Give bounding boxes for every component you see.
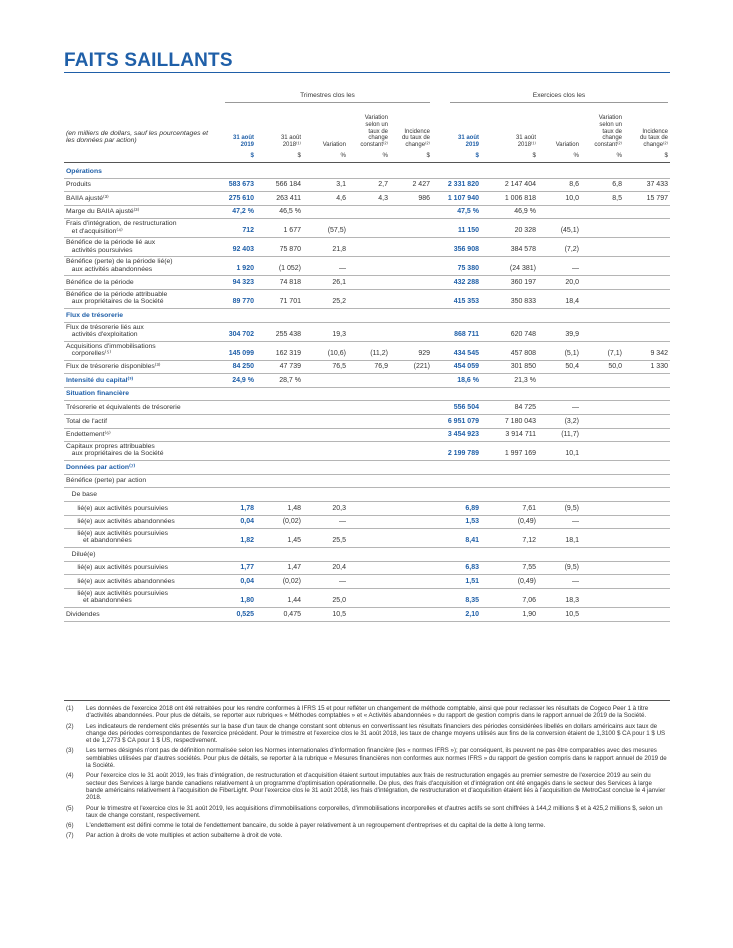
row-label: lié(e) aux activités poursuivies et abandonnées [77, 590, 168, 605]
table-row [64, 237, 670, 256]
cell-q-var: (10,6) [327, 349, 346, 357]
row-label: lié(e) aux activités poursuivies [66, 504, 168, 512]
section-row [64, 308, 670, 322]
column-header-line: 31 août [280, 135, 301, 142]
unit-y-cur: $ [475, 152, 479, 159]
cell-y-prev: 384 578 [510, 246, 536, 254]
column-header-line: change [368, 135, 388, 142]
table-row [64, 574, 670, 588]
table-row [64, 341, 670, 360]
footnote-text: Les indicateurs de rendement clés présentés sur la base d'un taux de change constant sont obtenus en convertissant les résultats financiers des périodes considérées libellés en dollars américains aux taux de change des périodes correspondantes de l'exercice précédent. Pour le trimestre et l'exercice clos le 31 août 2018, les taux de change moyens utilisés aux fins de la conversion étaient de 1,3100 $ CA pour 1 $ US et de 1,2773 $ CA pour 1 $ US, respectivement. [86, 722, 666, 745]
table-row [64, 275, 670, 289]
cell-y-cur: 1 107 940 [447, 194, 479, 202]
cell-y-var: — [572, 577, 579, 585]
footnote [64, 772, 670, 801]
cell-y-var: 20,0 [565, 278, 579, 286]
column-header-line: change⁽²⁾ [643, 142, 668, 149]
cell-y-cur: 6,83 [465, 564, 479, 572]
footnote [64, 822, 670, 829]
cell-q-prev: 1,45 [287, 537, 301, 545]
title-rule [64, 72, 670, 73]
table-row [64, 474, 670, 488]
cell-q-prev: 1,47 [287, 564, 301, 572]
cell-q-varcc: (11,2) [370, 349, 388, 357]
cell-y-fx: 9 342 [650, 349, 668, 357]
row-label: Dividendes [66, 610, 100, 618]
table-row [64, 547, 670, 561]
cell-q-var: 4,6 [336, 194, 346, 202]
cell-y-var: 18,4 [565, 298, 579, 305]
cell-q-varcc: 76,9 [374, 363, 388, 371]
cell-y-cur: 1,51 [465, 577, 479, 585]
cell-q-fx: 986 [418, 194, 430, 202]
row-label: Situation financière [66, 390, 130, 398]
cell-q-cur: 583 673 [228, 181, 254, 189]
cell-y-cur: 8,35 [465, 597, 479, 604]
cell-y-cur: 868 711 [454, 330, 479, 338]
column-header-y-cur [419, 135, 479, 149]
column-header-line: 31 août [515, 135, 536, 142]
cell-y-cur: 18,6 % [457, 376, 479, 384]
cell-y-cur: 356 908 [453, 246, 479, 254]
row-label: Bénéfice de la période attribuable aux propriétaires de la Société [66, 291, 168, 306]
cell-q-cur: 47,2 % [232, 208, 254, 216]
footnote-number: (3) [66, 747, 74, 755]
column-header-line: taux de [602, 128, 622, 135]
footnote-number: (5) [66, 804, 74, 812]
cell-y-var: 8,6 [569, 181, 579, 189]
table-row [64, 360, 670, 374]
cell-q-prev: 1 677 [283, 227, 301, 235]
unit-q-prev: $ [297, 152, 301, 159]
cell-q-cur: 1 920 [236, 265, 254, 273]
cell-q-fx: 2 427 [412, 181, 430, 189]
cell-q-cur: 89 770 [232, 298, 254, 305]
cell-q-var: — [339, 577, 346, 585]
table-row [64, 191, 670, 205]
cell-y-prev: (24 381) [509, 265, 536, 273]
cell-y-fx: 15 797 [646, 194, 668, 202]
cell-y-var: (9,5) [564, 564, 579, 572]
cell-q-var: 20,3 [332, 504, 346, 512]
cell-q-var: 26,1 [332, 278, 346, 286]
cell-y-varcc: 50,0 [608, 363, 622, 371]
table-row [64, 178, 670, 192]
column-header-line: Variation [598, 115, 622, 121]
cell-y-prev: 1 997 169 [504, 450, 536, 458]
cell-q-fx: 929 [418, 349, 430, 357]
footnote-text: Par action à droits de vote multiples et action subalterne à droit de vote. [86, 832, 283, 840]
cell-y-var: 10,1 [565, 450, 579, 458]
row-label: Flux de trésorerie [66, 311, 124, 319]
cell-q-var: 10,5 [332, 610, 346, 618]
row-rule [64, 621, 670, 622]
cell-y-prev: (0,49) [517, 577, 536, 585]
cell-y-varcc: 8,5 [612, 194, 622, 202]
cell-y-var: 10,0 [565, 194, 579, 202]
footnote-text: Les données de l'exercice 2018 ont été retraitées pour les rendre conformes à IFRS 15 et pour refléter un changement de méthode comptable, ainsi que pour reclasser les résultats de Cogeco Peer 1 à titre d'activités abandonnées. Pour plus de détails, se reporter aux rubriques « Méthodes comptables » et « Activités abandonnées » du rapport de gestion compris dans le rapport annuel de 2019 de la Société. [86, 705, 649, 720]
cell-q-prev: 71 701 [279, 298, 301, 305]
row-label: Bénéfice (perte) de la période lié(e) aux activités abandonnées [66, 258, 173, 273]
table-row [64, 414, 670, 428]
column-header-line: 2018⁽¹⁾ [517, 142, 536, 149]
cell-y-var: — [572, 265, 579, 273]
footnote [64, 832, 670, 839]
row-label: De base [66, 490, 97, 498]
row-label: Bénéfice (perte) par action [66, 477, 147, 485]
cell-q-cur: 1,77 [240, 564, 254, 572]
table-row [64, 289, 670, 308]
unit-q-fx: $ [426, 152, 430, 159]
row-label: Trésorerie et équivalents de trésorerie [66, 403, 181, 411]
cell-y-prev: 46,9 % [514, 208, 536, 216]
page-title: FAITS SAILLANTS [64, 50, 233, 71]
footnote-text: Les termes désignés n'ont pas de définition normalisée selon les Normes internationales d'information financière (les « normes IFRS »); par conséquent, ils peuvent ne pas être comparables avec des mesures semblables utilisées par d'autres sociétés. Pour plus de détails, se reporter à la rubrique « Mesures financières non conformes aux normes IFRS » du rapport de gestion compris dans le rapport annuel de 2019 de la Société. [86, 747, 667, 770]
footnote [64, 805, 670, 820]
unit-q-var: % [340, 152, 346, 159]
cell-y-varcc: (7,1) [607, 349, 622, 357]
cell-q-cur: 0,04 [240, 577, 254, 585]
quarter-group-header: Trimestres clos les [300, 92, 355, 99]
unit-y-varcc: % [616, 152, 622, 159]
row-label: Flux de trésorerie liés aux activités d'exploitation [66, 323, 144, 338]
column-header-line: du taux de [401, 135, 430, 142]
cell-y-varcc: 6,8 [612, 181, 622, 189]
row-label: Opérations [66, 167, 102, 175]
cell-y-var: (7,2) [564, 246, 579, 254]
cell-q-varcc: 2,7 [378, 181, 388, 189]
column-header-line: 2019 [465, 142, 479, 149]
cell-y-var: — [572, 403, 579, 411]
cell-q-prev: 74 818 [279, 278, 301, 286]
header-rule [64, 162, 670, 163]
row-label: Marge du BAIIA ajusté⁽³⁾ [66, 208, 140, 216]
cell-y-cur: 8,41 [465, 537, 479, 545]
cell-y-prev: 3 914 711 [505, 431, 536, 439]
stub-header: (en milliers de dollars, sauf les pourcentages et les données par action) [66, 130, 209, 144]
table-row [64, 487, 670, 501]
cell-q-var: 19,3 [332, 330, 346, 338]
footnote-number: (1) [66, 705, 74, 712]
cell-q-cur: 92 403 [232, 246, 254, 254]
quarter-group-rule [225, 102, 430, 103]
row-label: BAIIA ajusté⁽³⁾ [66, 194, 109, 202]
footnote-text: Pour l'exercice clos le 31 août 2019, les frais d'intégration, de restructuration et d'acquisition étaient surtout imputables aux frais de restructuration engagés au premier semestre de l'exercice 2019 au sein du secteur des Services à large bande canadiens relativement à un programme d'optimisation opérationnelle. De plus, des frais d'acquisition et d'intégration ont été engagés dans le secteur des Services à large bande américains relativement à l'acquisition de FiberLight. Pour l'exercice clos le 31 août 2018, les frais d'intégration, de restructuration et d'acquisition étaient liés à l'acquisition de MetroCast conclue le 4 janvier 2018. [86, 772, 666, 802]
column-header-line: selon un [599, 121, 622, 128]
table-row [64, 256, 670, 275]
footnote-number: (7) [66, 832, 74, 840]
cell-y-prev: 457 808 [510, 349, 536, 357]
cell-y-prev: 1,90 [522, 610, 536, 618]
table-row [64, 400, 670, 414]
cell-q-cur: 1,80 [240, 597, 254, 604]
cell-q-cur: 1,82 [240, 537, 254, 545]
cell-q-prev: 162 319 [275, 349, 301, 357]
table-row [64, 528, 670, 547]
cell-q-prev: (1 052) [278, 265, 301, 273]
unit-q-varcc: % [382, 152, 388, 159]
year-group-header: Exercices clos les [532, 92, 586, 99]
column-header-line: Variation [322, 142, 346, 149]
cell-y-prev: 21,3 % [514, 376, 536, 384]
cell-y-var: (5,1) [564, 349, 579, 357]
column-header-line: change⁽²⁾ [405, 142, 430, 149]
cell-y-cur: 556 504 [453, 403, 479, 411]
column-header-line: Incidence [642, 128, 668, 135]
column-header-line: Variation [555, 142, 579, 149]
footnote [64, 723, 670, 745]
cell-y-prev: 7,61 [522, 504, 536, 512]
footnote [64, 705, 670, 720]
row-label: Bénéfice de la période [66, 278, 134, 286]
cell-y-cur: 2 331 820 [447, 181, 479, 189]
cell-q-cur: 145 099 [228, 349, 254, 357]
cell-q-prev: 1,44 [287, 597, 301, 604]
cell-y-prev: 1 006 818 [504, 194, 536, 202]
cell-y-prev: 360 197 [510, 278, 536, 286]
section-row [64, 164, 670, 178]
row-label: lié(e) aux activités poursuivies [66, 564, 168, 572]
cell-q-var: 25,0 [332, 597, 346, 604]
row-label: lié(e) aux activités abandonnées [66, 518, 175, 526]
cell-y-var: — [572, 518, 579, 526]
column-header-line: du taux de [639, 135, 668, 142]
row-label: Bénéfice de la période lié aux activités poursuivies [66, 239, 156, 254]
column-header-line: change [602, 135, 622, 142]
section-row [64, 373, 670, 387]
column-header-line: 31 août [457, 135, 479, 142]
row-label: lié(e) aux activités abandonnées [66, 577, 175, 585]
cell-y-cur: 2 199 789 [447, 450, 479, 458]
cell-y-var: 18,1 [565, 537, 579, 545]
cell-y-prev: 84 725 [514, 403, 536, 411]
cell-y-prev: 301 850 [510, 363, 536, 371]
cell-y-cur: 6,89 [465, 504, 479, 512]
unit-y-var: % [573, 152, 579, 159]
cell-q-prev: 1,48 [287, 504, 301, 512]
cell-q-cur: 94 323 [232, 278, 254, 286]
cell-y-prev: 2 147 404 [504, 181, 536, 189]
cell-q-varcc: 4,3 [378, 194, 388, 202]
cell-q-var: — [339, 518, 346, 526]
row-label: Frais d'intégration, de restructuration et d'acquisition⁽⁴⁾ [66, 220, 177, 235]
unit-q-cur: $ [250, 152, 254, 159]
cell-q-cur: 275 610 [228, 194, 254, 202]
row-label: Capitaux propres attribuables aux propriétaires de la Société [66, 443, 164, 458]
cell-y-prev: 7 180 043 [504, 417, 536, 425]
cell-y-var: 10,5 [565, 610, 579, 618]
section-row [64, 460, 670, 474]
cell-q-prev: 46,5 % [279, 208, 301, 216]
table-row [64, 428, 670, 442]
cell-y-prev: 7,06 [522, 597, 536, 604]
cell-y-cur: 434 545 [453, 349, 479, 357]
cell-q-var: 25,2 [332, 298, 346, 305]
cell-y-cur: 432 288 [453, 278, 479, 286]
column-header-line: Variation [364, 115, 388, 121]
table-row [64, 441, 670, 460]
table-row [64, 607, 670, 621]
cell-q-prev: 263 411 [276, 194, 301, 202]
table-row [64, 501, 670, 515]
cell-y-cur: 2,10 [465, 610, 479, 618]
column-header-line: constant⁽²⁾ [594, 142, 622, 149]
row-label: Total de l'actif [66, 417, 107, 425]
table-row [64, 205, 670, 219]
cell-y-var: 18,3 [565, 597, 579, 604]
row-label: Dilué(e) [66, 550, 96, 558]
cell-y-var: 39,9 [565, 330, 579, 338]
row-label: Intensité du capital⁽³⁾ [66, 376, 134, 384]
cell-y-prev: 620 748 [510, 330, 536, 338]
footnote-text: L'endettement est défini comme le total de l'endettement bancaire, du solde à payer relativement à un regroupement d'entreprises et du capital de la dette à long terme. [86, 822, 546, 830]
cell-y-cur: 47,5 % [457, 208, 479, 216]
cell-q-cur: 0,04 [240, 518, 254, 526]
cell-q-cur: 0,525 [236, 610, 254, 618]
unit-y-fx: $ [664, 152, 668, 159]
cell-y-var: (3,2) [564, 417, 579, 425]
row-label: Endettement⁽⁶⁾ [66, 431, 111, 439]
cell-y-fx: 1 330 [650, 363, 668, 371]
cell-y-var: 50,4 [565, 363, 579, 371]
cell-q-prev: 28,7 % [279, 376, 301, 384]
column-header-y-fx [608, 129, 668, 149]
row-label: Flux de trésorerie disponibles⁽³⁾ [66, 363, 161, 371]
table-row [64, 322, 670, 341]
footnote-number: (2) [66, 722, 74, 730]
cell-y-var: (45,1) [560, 227, 579, 235]
cell-y-cur: 1,53 [465, 518, 479, 526]
cell-y-prev: 7,12 [522, 537, 536, 545]
table-row [64, 561, 670, 575]
cell-q-cur: 84 250 [232, 363, 254, 371]
cell-q-prev: (0,02) [282, 518, 301, 526]
row-label: Acquisitions d'immobilisations corporelles⁽⁵⁾ [66, 342, 156, 357]
cell-y-cur: 3 454 923 [447, 431, 479, 439]
cell-q-cur: 1,78 [240, 504, 254, 512]
footnote-number: (6) [66, 822, 74, 830]
cell-y-prev: 20 328 [514, 227, 536, 235]
column-header-line: 2019 [240, 142, 254, 149]
cell-q-var: 20,4 [332, 564, 346, 572]
cell-y-cur: 75 380 [457, 265, 479, 273]
cell-q-prev: 255 438 [275, 330, 301, 338]
row-label: Produits [66, 181, 91, 189]
cell-y-cur: 415 353 [453, 298, 479, 305]
column-header-line: 31 août [232, 135, 254, 142]
cell-q-var: (57,5) [327, 227, 346, 235]
column-header-line: selon un [365, 121, 388, 128]
footnote-number: (4) [66, 772, 74, 780]
cell-q-prev: 75 870 [279, 246, 301, 254]
cell-q-prev: 566 184 [275, 181, 301, 189]
footnote-text: Pour le trimestre et l'exercice clos le 31 août 2019, les acquisitions d'immobilisations corporelles, d'immobilisations incorporelles et d'autres actifs se sont chiffrées à 144,2 millions $ et à 425,2 millions $, selon un taux de change constant, respectivement. [86, 804, 663, 819]
cell-q-var: 25,5 [332, 537, 346, 545]
column-header-line: Incidence [404, 128, 430, 135]
cell-q-var: 3,1 [336, 181, 346, 189]
table-row [64, 588, 670, 607]
table-row [64, 515, 670, 529]
table-row [64, 218, 670, 237]
row-label: lié(e) aux activités poursuivies et abandonnées [77, 530, 168, 545]
cell-q-var: — [339, 265, 346, 273]
cell-y-cur: 454 059 [453, 363, 479, 371]
year-group-rule [450, 102, 668, 103]
cell-y-cur: 6 951 079 [447, 417, 479, 425]
cell-y-prev: 7,55 [522, 564, 536, 572]
cell-q-cur: 304 702 [228, 330, 254, 338]
cell-q-cur: 24,9 % [232, 376, 254, 384]
cell-y-cur: 11 150 [457, 227, 479, 235]
column-header-line: constant⁽²⁾ [360, 142, 388, 149]
column-header-line: 2018⁽¹⁾ [282, 142, 301, 149]
cell-q-prev: (0,02) [282, 577, 301, 585]
footnote [64, 747, 670, 769]
cell-y-fx: 37 433 [646, 181, 668, 189]
unit-y-prev: $ [532, 152, 536, 159]
footnotes [64, 700, 670, 843]
cell-y-prev: 350 833 [510, 298, 536, 305]
cell-q-fx: (221) [413, 363, 430, 371]
cell-y-var: (11,7) [561, 431, 579, 439]
section-row [64, 387, 670, 401]
cell-q-var: 21,8 [332, 246, 346, 254]
cell-q-cur: 712 [242, 227, 254, 235]
cell-q-prev: 47 739 [279, 363, 301, 371]
cell-q-prev: 0,475 [283, 610, 301, 618]
column-header-line: taux de [368, 128, 388, 135]
cell-q-var: 76,5 [332, 363, 346, 371]
cell-y-prev: (0,49) [517, 518, 536, 526]
cell-y-var: (9,5) [564, 504, 579, 512]
row-label: Données par action⁽⁷⁾ [66, 463, 136, 471]
